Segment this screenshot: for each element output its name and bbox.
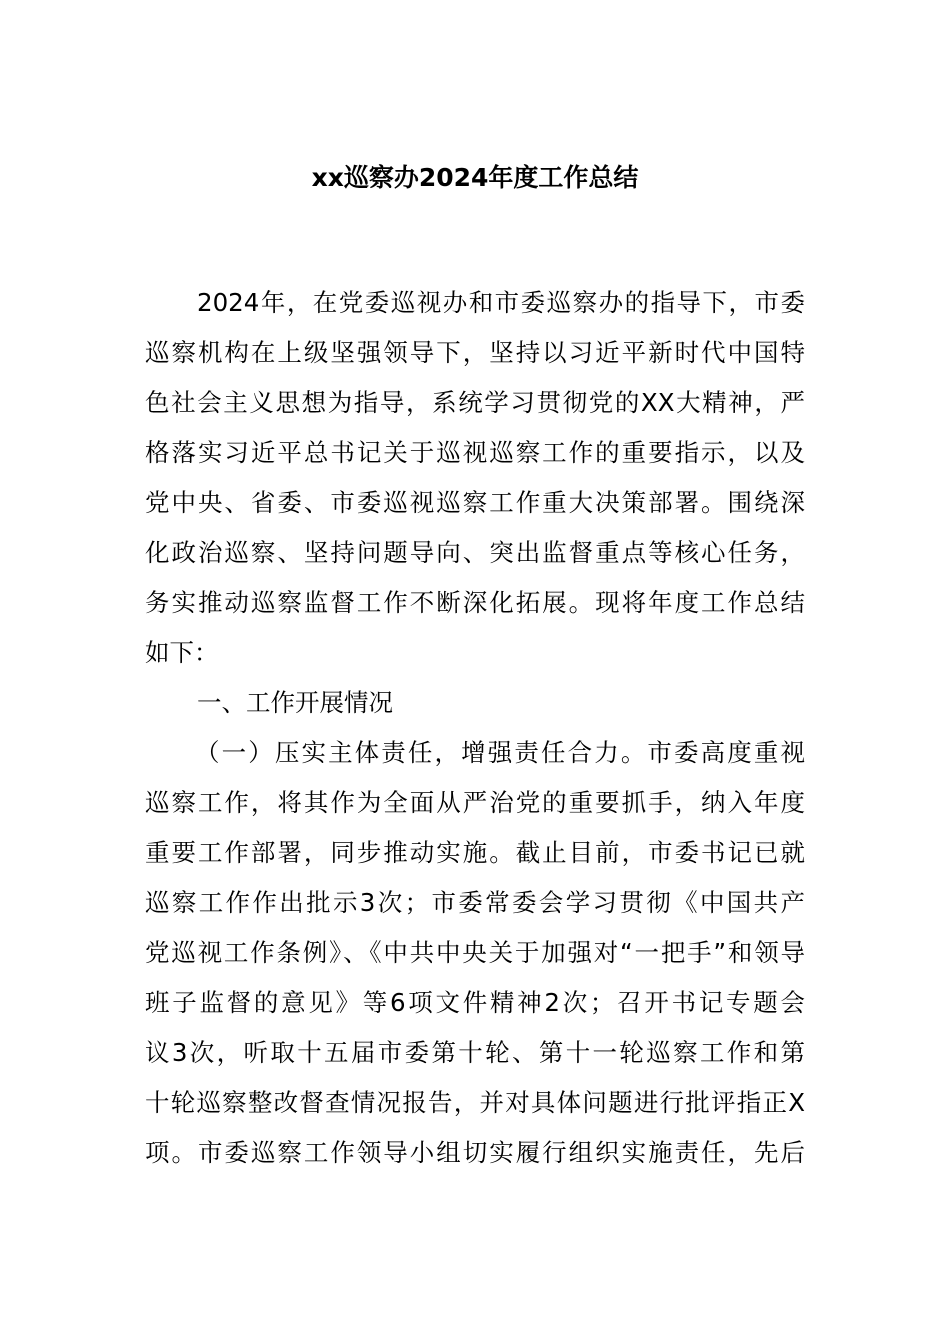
paragraph-line: 党中央、省委、市委巡视巡察工作重大决策部署。围绕深 [145,488,805,517]
document-title: xx巡察办2024年度工作总结 [311,163,639,192]
paragraph-line: 班子监督的意见》等6项文件精神2次；召开书记专题会 [145,988,805,1017]
paragraph-line: 格落实习近平总书记关于巡视巡察工作的重要指示，以及 [145,438,805,467]
paragraph-line: 如下： [145,638,219,667]
paragraph-line: 项。市委巡察工作领导小组切实履行组织实施责任，先后 [145,1138,805,1167]
paragraph-line: 2024年，在党委巡视办和市委巡察办的指导下，市委 [197,288,805,317]
paragraph-line: 巡察工作作出批示3次；市委常委会学习贯彻《中国共产 [145,888,805,917]
paragraph-line: （一）压实主体责任，增强责任合力。市委高度重视 [195,738,805,767]
paragraph-line: 化政治巡察、坚持问题导向、突出监督重点等核心任务， [145,538,805,567]
paragraph-line: 十轮巡察整改督查情况报告，并对具体问题进行批评指正X [145,1088,805,1117]
section-heading: 一、工作开展情况 [197,688,393,717]
paragraph-line: 务实推动巡察监督工作不断深化拓展。现将年度工作总结 [145,588,805,617]
paragraph-line: 重要工作部署，同步推动实施。截止目前，市委书记已就 [145,838,805,867]
paragraph-line: 议3次，听取十五届市委第十轮、第十一轮巡察工作和第 [145,1038,805,1067]
paragraph-line: 色社会主义思想为指导，系统学习贯彻党的XX大精神，严 [145,388,805,417]
paragraph-line: 党巡视工作条例》、《中共中央关于加强对“一把手”和领导 [145,938,805,967]
paragraph-line: 巡察机构在上级坚强领导下，坚持以习近平新时代中国特 [145,338,805,367]
paragraph-line: 巡察工作，将其作为全面从严治党的重要抓手，纳入年度 [145,788,805,817]
document-body [145,283,805,1183]
